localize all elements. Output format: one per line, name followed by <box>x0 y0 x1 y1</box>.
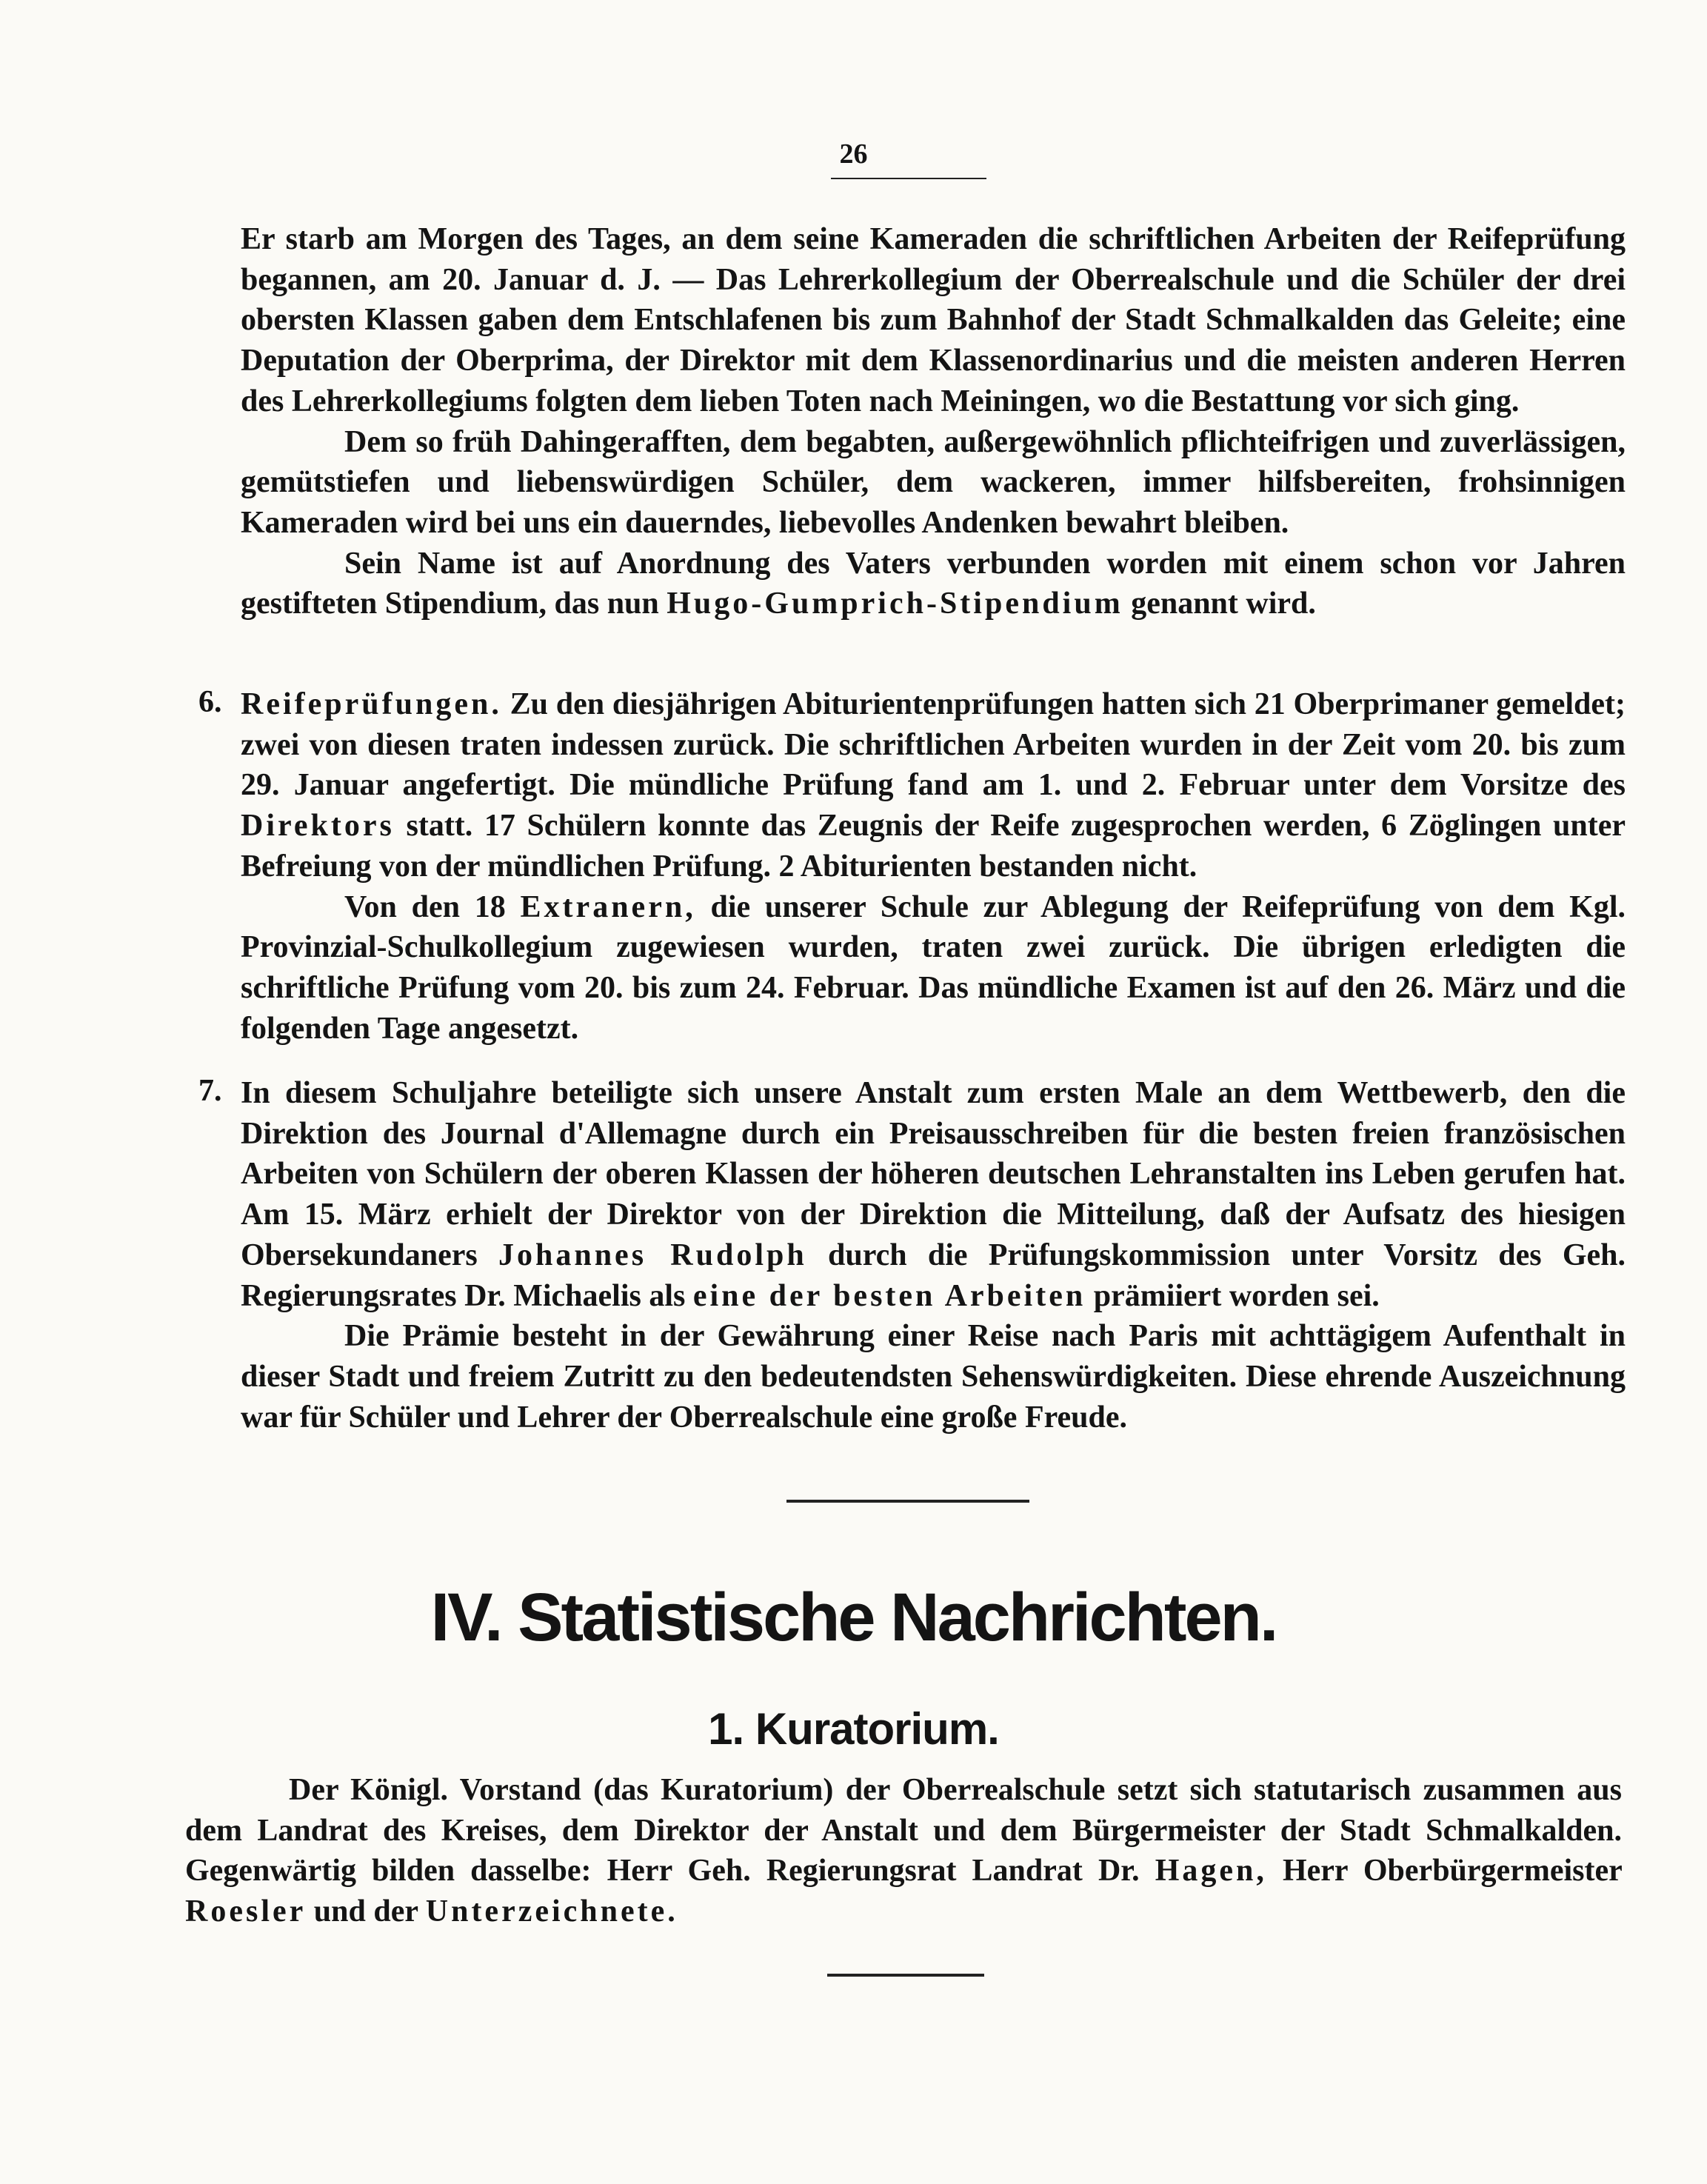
item-6-p2-text-b: die unserer Schule zur Ablegung der Reifeprüfung von dem Kgl. Provinzial-Schulkollegium zugewiesen wurden, traten zwei zurück. Die übrigen erledigten die schriftliche Prüfung vom 20. bis zum 24. Februar. Das mündliche Examen ist auf den 26. März und die folgenden Tage angesetzt. <box>241 889 1626 1046</box>
item-7-block <box>241 1073 1626 1437</box>
item-6-p1-text-a: Zu den diesjährigen Abiturientenprüfungen hatten sich 21 Oberprimaner gemeldet; zwei von diesen traten indessen zurück. Die schriftlichen Arbeiten wurden in der Zeit vom 20. bis zum 29. Januar angefertigt. Die mündliche Prüfung fand am 1. und 2. Februar unter dem Vorsitze des <box>241 687 1626 803</box>
header-rule <box>831 178 986 179</box>
kuratorium-text-a: Der Königl. Vorstand (das Kuratorium) der Oberrealschule setzt sich statutarisch zusammen aus dem Landrat des Kreises, dem Direktor der Anstalt und dem Bürgermeister der Stadt Schmalkalden. Gegenwärtig bilden dasselbe: Herr Geh. Regierungsrat Landrat Dr. <box>185 1773 1622 1889</box>
kuratorium-text-b: Herr Oberbürgermeister <box>1282 1854 1622 1889</box>
page-number: 26 <box>839 138 868 170</box>
name-roesler: Roesler <box>185 1894 307 1929</box>
stipendium-name: Hugo-Gumprich-Stipendium <box>667 587 1123 621</box>
student-name: Johannes Rudolph <box>498 1238 807 1272</box>
intro-block <box>241 219 1626 624</box>
intro-paragraph-2: Dem so früh Dahingerafften, dem begabten, außergewöhnlich pflichteifrigen und zuverlässigen, gemütstiefen und liebenswürdigen Schüler, dem wackeren, immer hilfsbereiten, frohsinnigen Kameraden wird bei uns ein dauerndes, liebevolles Andenken bewahrt bleiben. <box>241 424 1626 540</box>
subsection-heading: 1. Kuratorium. <box>708 1704 999 1754</box>
item-6-paragraph-2 <box>241 887 1626 1049</box>
name-unterzeichnete: Unterzeichnete. <box>425 1894 678 1929</box>
item-6-heading: Reifeprüfungen. <box>241 687 502 721</box>
kuratorium-block <box>185 1770 1622 1932</box>
extraneer-word: Extranern, <box>520 889 696 924</box>
item-7-paragraph-2: Die Prämie besteht in der Gewährung einer Reise nach Paris mit achttägigem Aufenthalt in dieser Stadt und freiem Zutritt zu den bedeutendsten Sehenswürdigkeiten. Diese ehrende Auszeichnung war für Schüler und Lehrer der Oberrealschule eine große Freude. <box>241 1319 1626 1435</box>
kuratorium-paragraph <box>185 1770 1622 1932</box>
footer-rule <box>827 1974 984 1977</box>
director-word: Direktors <box>241 809 395 844</box>
section-divider <box>786 1500 1029 1503</box>
item-7-p1-text-b: durch die Prüfungskommission unter Vorsitz des Geh. Regierungsrates Dr. Michaelis als <box>241 1238 1626 1313</box>
item-7-paragraph-1 <box>241 1073 1626 1316</box>
item-6-paragraph-1 <box>241 684 1626 887</box>
item-6-p1-text-b: statt. 17 Schülern konnte das Zeugnis der Reife zugesprochen werden, 6 Zöglingen unter Befreiung von der mündlichen Prüfung. 2 Abiturienten bestanden nicht. <box>241 809 1626 884</box>
intro-p3-text-b: genannt wird. <box>1131 587 1316 621</box>
intro-p3-text-a: Sein Name ist auf Anordnung des Vaters verbunden worden mit einem schon vor Jahren gestifteten Stipendium, das nun <box>241 546 1626 621</box>
item-7-number: 7. <box>198 1074 222 1108</box>
best-works-phrase: eine der besten Arbeiten <box>692 1278 1086 1313</box>
name-hagen: Hagen, <box>1155 1854 1267 1889</box>
section-heading: IV. Statistische Nachrichten. <box>430 1580 1277 1655</box>
intro-paragraph-1: Er starb am Morgen des Tages, an dem seine Kameraden die schriftlichen Arbeiten der Reifeprüfung begannen, am 20. Januar d. J. — Das Lehrerkollegium der Oberrealschule und die Schüler der drei obersten Klassen gaben dem Entschlafenen bis zum Bahnhof der Stadt Schmalkalden das Geleite; eine Deputation der Oberprima, der Direktor mit dem Klassenordinarius und die meisten anderen Herren des Lehrerkollegiums folgten dem lieben Toten nach Meiningen, wo die Bestattung vor sich ging. <box>241 222 1626 418</box>
kuratorium-text-c: und der <box>313 1894 418 1929</box>
item-6-p2-text-a: Von den 18 <box>344 889 506 924</box>
item-6-block <box>241 684 1626 1049</box>
item-7-p1-text-a: In diesem Schuljahre beteiligte sich unsere Anstalt zum ersten Male an dem Wettbewerb, den die Direktion des Journal d'Allemagne durch ein Preisausschreiben für die besten freien französischen Arbeiten von Schülern der oberen Klassen der höheren deutschen Lehranstalten ins Leben gerufen hat. Am 15. März erhielt der Direktor von der Direktion die Mitteilung, daß der Aufsatz des hiesigen Obersekundaners <box>241 1076 1626 1272</box>
intro-paragraph-3 <box>241 544 1626 624</box>
item-6-number: 6. <box>198 685 222 719</box>
item-7-p1-text-c: prämiiert worden sei. <box>1093 1278 1380 1313</box>
